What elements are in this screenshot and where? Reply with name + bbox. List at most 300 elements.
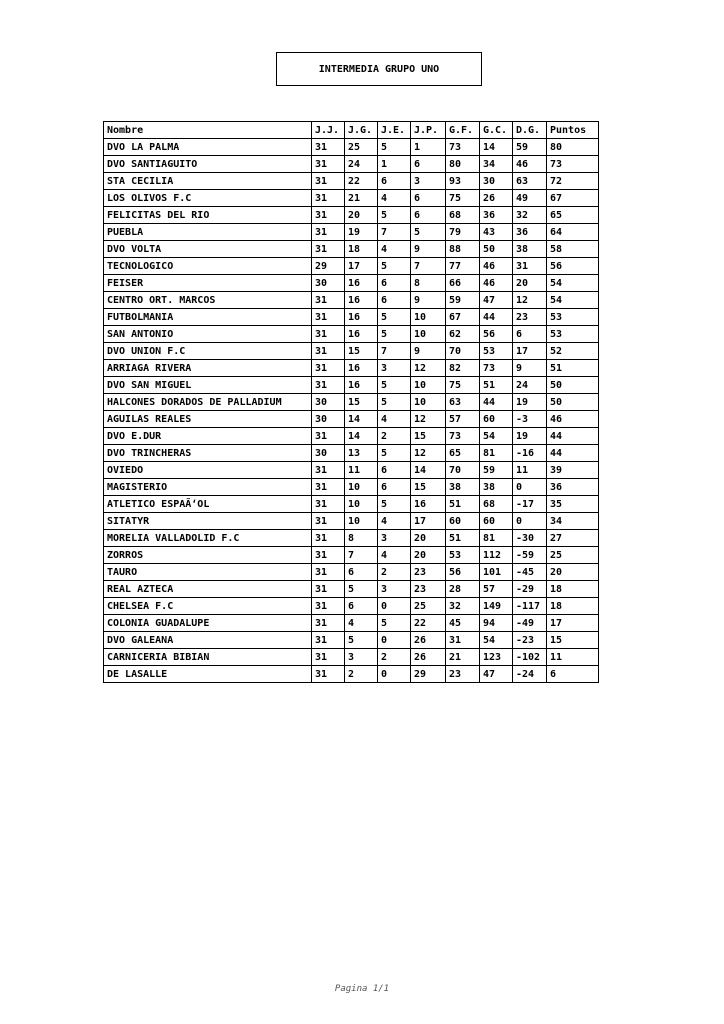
cell-nombre: FELICITAS DEL RIO <box>104 207 312 224</box>
table-row <box>104 190 599 207</box>
table-row <box>104 258 599 275</box>
cell-nombre: DVO TRINCHERAS <box>104 445 312 462</box>
cell-jp: 6 <box>411 207 446 224</box>
cell-dg: 12 <box>513 292 547 309</box>
cell-puntos: 56 <box>547 258 599 275</box>
cell-jj: 31 <box>312 496 345 513</box>
cell-jp: 6 <box>411 156 446 173</box>
cell-jg: 25 <box>345 139 378 156</box>
header-dg: D.G. <box>513 122 547 139</box>
cell-puntos: 36 <box>547 479 599 496</box>
cell-nombre: FEISER <box>104 275 312 292</box>
cell-puntos: 27 <box>547 530 599 547</box>
cell-jg: 2 <box>345 666 378 683</box>
cell-dg: 49 <box>513 190 547 207</box>
cell-jg: 16 <box>345 292 378 309</box>
cell-jp: 26 <box>411 632 446 649</box>
cell-je: 4 <box>378 513 411 530</box>
cell-gf: 79 <box>446 224 480 241</box>
cell-dg: -102 <box>513 649 547 666</box>
table-row <box>104 632 599 649</box>
table-row <box>104 479 599 496</box>
cell-jp: 10 <box>411 394 446 411</box>
cell-dg: 19 <box>513 428 547 445</box>
cell-gf: 60 <box>446 513 480 530</box>
table-row <box>104 326 599 343</box>
cell-dg: -59 <box>513 547 547 564</box>
cell-jj: 31 <box>312 649 345 666</box>
cell-puntos: 35 <box>547 496 599 513</box>
cell-nombre: REAL AZTECA <box>104 581 312 598</box>
cell-jp: 23 <box>411 564 446 581</box>
cell-puntos: 15 <box>547 632 599 649</box>
header-gc: G.C. <box>480 122 513 139</box>
cell-gc: 54 <box>480 428 513 445</box>
cell-nombre: DVO UNION F.C <box>104 343 312 360</box>
cell-jj: 31 <box>312 173 345 190</box>
cell-gc: 30 <box>480 173 513 190</box>
cell-gc: 44 <box>480 309 513 326</box>
cell-gf: 63 <box>446 394 480 411</box>
cell-jj: 31 <box>312 547 345 564</box>
cell-dg: 9 <box>513 360 547 377</box>
cell-je: 3 <box>378 581 411 598</box>
cell-jg: 19 <box>345 224 378 241</box>
table-row <box>104 649 599 666</box>
table-row <box>104 496 599 513</box>
cell-dg: 36 <box>513 224 547 241</box>
cell-puntos: 18 <box>547 581 599 598</box>
cell-je: 1 <box>378 156 411 173</box>
cell-gf: 67 <box>446 309 480 326</box>
cell-jp: 22 <box>411 615 446 632</box>
cell-puntos: 72 <box>547 173 599 190</box>
cell-jj: 30 <box>312 445 345 462</box>
cell-dg: 23 <box>513 309 547 326</box>
cell-jp: 20 <box>411 530 446 547</box>
cell-jj: 30 <box>312 275 345 292</box>
table-header-row <box>104 122 599 139</box>
cell-jp: 10 <box>411 309 446 326</box>
table-row <box>104 275 599 292</box>
cell-puntos: 34 <box>547 513 599 530</box>
cell-nombre: MAGISTERIO <box>104 479 312 496</box>
cell-jp: 9 <box>411 241 446 258</box>
cell-jp: 16 <box>411 496 446 513</box>
cell-gf: 93 <box>446 173 480 190</box>
cell-nombre: DVO LA PALMA <box>104 139 312 156</box>
cell-je: 5 <box>378 258 411 275</box>
cell-jp: 5 <box>411 224 446 241</box>
cell-gc: 68 <box>480 496 513 513</box>
cell-puntos: 58 <box>547 241 599 258</box>
cell-jp: 7 <box>411 258 446 275</box>
cell-puntos: 11 <box>547 649 599 666</box>
cell-puntos: 44 <box>547 445 599 462</box>
cell-gf: 80 <box>446 156 480 173</box>
cell-gf: 56 <box>446 564 480 581</box>
cell-nombre: SITATYR <box>104 513 312 530</box>
cell-jj: 31 <box>312 564 345 581</box>
cell-puntos: 6 <box>547 666 599 683</box>
cell-gf: 70 <box>446 343 480 360</box>
cell-jp: 3 <box>411 173 446 190</box>
cell-gf: 75 <box>446 377 480 394</box>
cell-je: 5 <box>378 377 411 394</box>
cell-nombre: LOS OLIVOS F.C <box>104 190 312 207</box>
table-row <box>104 224 599 241</box>
cell-gf: 21 <box>446 649 480 666</box>
cell-gc: 46 <box>480 258 513 275</box>
cell-jj: 31 <box>312 156 345 173</box>
cell-gc: 81 <box>480 530 513 547</box>
cell-jp: 6 <box>411 190 446 207</box>
table-row <box>104 462 599 479</box>
cell-jp: 8 <box>411 275 446 292</box>
cell-dg: -45 <box>513 564 547 581</box>
cell-jg: 24 <box>345 156 378 173</box>
cell-jp: 17 <box>411 513 446 530</box>
table-row <box>104 139 599 156</box>
table-row <box>104 173 599 190</box>
cell-jg: 20 <box>345 207 378 224</box>
cell-jg: 7 <box>345 547 378 564</box>
cell-puntos: 25 <box>547 547 599 564</box>
cell-dg: 19 <box>513 394 547 411</box>
cell-puntos: 65 <box>547 207 599 224</box>
cell-nombre: ZORROS <box>104 547 312 564</box>
cell-nombre: PUEBLA <box>104 224 312 241</box>
cell-jp: 1 <box>411 139 446 156</box>
cell-je: 0 <box>378 598 411 615</box>
cell-jj: 31 <box>312 139 345 156</box>
header-nombre: Nombre <box>104 122 312 139</box>
header-je: J.E. <box>378 122 411 139</box>
cell-nombre: DVO GALEANA <box>104 632 312 649</box>
cell-gf: 68 <box>446 207 480 224</box>
cell-jg: 15 <box>345 343 378 360</box>
cell-je: 6 <box>378 173 411 190</box>
cell-puntos: 39 <box>547 462 599 479</box>
cell-dg: 0 <box>513 479 547 496</box>
cell-jj: 29 <box>312 258 345 275</box>
cell-gc: 60 <box>480 513 513 530</box>
cell-gf: 51 <box>446 530 480 547</box>
standings-body <box>104 139 599 683</box>
cell-jp: 9 <box>411 343 446 360</box>
cell-je: 5 <box>378 394 411 411</box>
cell-jj: 31 <box>312 581 345 598</box>
cell-puntos: 46 <box>547 411 599 428</box>
header-gf: G.F. <box>446 122 480 139</box>
cell-je: 3 <box>378 360 411 377</box>
cell-gf: 77 <box>446 258 480 275</box>
header-jp: J.P. <box>411 122 446 139</box>
cell-jj: 31 <box>312 513 345 530</box>
cell-jj: 31 <box>312 207 345 224</box>
cell-nombre: ATLETICO ESPAÃ‘OL <box>104 496 312 513</box>
cell-gc: 123 <box>480 649 513 666</box>
table-row <box>104 513 599 530</box>
cell-nombre: CHELSEA F.C <box>104 598 312 615</box>
cell-puntos: 73 <box>547 156 599 173</box>
cell-jg: 5 <box>345 632 378 649</box>
cell-puntos: 54 <box>547 292 599 309</box>
cell-gc: 112 <box>480 547 513 564</box>
cell-jg: 10 <box>345 513 378 530</box>
cell-gf: 65 <box>446 445 480 462</box>
cell-jg: 17 <box>345 258 378 275</box>
cell-nombre: CARNICERIA BIBIAN <box>104 649 312 666</box>
cell-jg: 10 <box>345 496 378 513</box>
cell-puntos: 44 <box>547 428 599 445</box>
cell-je: 5 <box>378 309 411 326</box>
cell-puntos: 20 <box>547 564 599 581</box>
cell-gf: 66 <box>446 275 480 292</box>
cell-nombre: STA CECILIA <box>104 173 312 190</box>
cell-gf: 88 <box>446 241 480 258</box>
table-row <box>104 666 599 683</box>
cell-dg: 17 <box>513 343 547 360</box>
cell-jp: 14 <box>411 462 446 479</box>
cell-jj: 31 <box>312 666 345 683</box>
cell-gf: 59 <box>446 292 480 309</box>
cell-jj: 31 <box>312 428 345 445</box>
cell-dg: 20 <box>513 275 547 292</box>
header-jj: J.J. <box>312 122 345 139</box>
cell-puntos: 67 <box>547 190 599 207</box>
cell-jj: 31 <box>312 190 345 207</box>
cell-jj: 31 <box>312 598 345 615</box>
table-row <box>104 343 599 360</box>
cell-dg: 32 <box>513 207 547 224</box>
cell-gf: 23 <box>446 666 480 683</box>
cell-dg: -23 <box>513 632 547 649</box>
cell-jj: 31 <box>312 530 345 547</box>
cell-gc: 57 <box>480 581 513 598</box>
table-row <box>104 156 599 173</box>
cell-jg: 16 <box>345 377 378 394</box>
cell-je: 4 <box>378 547 411 564</box>
cell-jg: 16 <box>345 360 378 377</box>
cell-je: 5 <box>378 615 411 632</box>
cell-gc: 34 <box>480 156 513 173</box>
cell-dg: 59 <box>513 139 547 156</box>
cell-gc: 43 <box>480 224 513 241</box>
cell-puntos: 52 <box>547 343 599 360</box>
table-row <box>104 547 599 564</box>
table-row <box>104 445 599 462</box>
table-row <box>104 292 599 309</box>
cell-jp: 15 <box>411 479 446 496</box>
cell-jg: 5 <box>345 581 378 598</box>
table-row <box>104 530 599 547</box>
cell-nombre: COLONIA GUADALUPE <box>104 615 312 632</box>
cell-je: 5 <box>378 207 411 224</box>
cell-jj: 31 <box>312 377 345 394</box>
cell-puntos: 18 <box>547 598 599 615</box>
cell-gc: 81 <box>480 445 513 462</box>
cell-gc: 101 <box>480 564 513 581</box>
cell-dg: -49 <box>513 615 547 632</box>
cell-dg: -16 <box>513 445 547 462</box>
cell-je: 5 <box>378 326 411 343</box>
table-row <box>104 428 599 445</box>
cell-je: 6 <box>378 292 411 309</box>
cell-je: 5 <box>378 445 411 462</box>
cell-puntos: 51 <box>547 360 599 377</box>
cell-gc: 38 <box>480 479 513 496</box>
cell-jj: 30 <box>312 394 345 411</box>
table-row <box>104 598 599 615</box>
cell-gf: 53 <box>446 547 480 564</box>
cell-jp: 12 <box>411 360 446 377</box>
cell-gc: 36 <box>480 207 513 224</box>
cell-jp: 23 <box>411 581 446 598</box>
cell-jp: 9 <box>411 292 446 309</box>
cell-jj: 31 <box>312 292 345 309</box>
cell-jj: 30 <box>312 411 345 428</box>
cell-jg: 14 <box>345 411 378 428</box>
cell-jg: 16 <box>345 326 378 343</box>
cell-nombre: CENTRO ORT. MARCOS <box>104 292 312 309</box>
cell-nombre: SAN ANTONIO <box>104 326 312 343</box>
cell-nombre: ARRIAGA RIVERA <box>104 360 312 377</box>
cell-gf: 31 <box>446 632 480 649</box>
cell-je: 6 <box>378 275 411 292</box>
cell-je: 3 <box>378 530 411 547</box>
cell-jg: 21 <box>345 190 378 207</box>
cell-jj: 31 <box>312 241 345 258</box>
page-title-text: INTERMEDIA GRUPO UNO <box>318 63 440 75</box>
cell-jg: 10 <box>345 479 378 496</box>
cell-gf: 51 <box>446 496 480 513</box>
cell-je: 7 <box>378 343 411 360</box>
cell-gc: 51 <box>480 377 513 394</box>
cell-dg: 24 <box>513 377 547 394</box>
cell-jg: 8 <box>345 530 378 547</box>
cell-gc: 94 <box>480 615 513 632</box>
cell-je: 5 <box>378 139 411 156</box>
cell-gc: 59 <box>480 462 513 479</box>
cell-gc: 14 <box>480 139 513 156</box>
cell-dg: 46 <box>513 156 547 173</box>
cell-jg: 15 <box>345 394 378 411</box>
cell-je: 2 <box>378 649 411 666</box>
cell-dg: -117 <box>513 598 547 615</box>
cell-nombre: DVO VOLTA <box>104 241 312 258</box>
cell-puntos: 53 <box>547 326 599 343</box>
cell-jg: 16 <box>345 309 378 326</box>
table-row <box>104 615 599 632</box>
cell-gf: 32 <box>446 598 480 615</box>
cell-nombre: FUTBOLMANIA <box>104 309 312 326</box>
cell-puntos: 17 <box>547 615 599 632</box>
cell-gf: 45 <box>446 615 480 632</box>
cell-dg: 31 <box>513 258 547 275</box>
page-footer <box>0 984 724 994</box>
cell-gf: 70 <box>446 462 480 479</box>
cell-puntos: 64 <box>547 224 599 241</box>
cell-gc: 44 <box>480 394 513 411</box>
cell-jg: 6 <box>345 564 378 581</box>
cell-dg: -29 <box>513 581 547 598</box>
cell-jg: 14 <box>345 428 378 445</box>
cell-jg: 3 <box>345 649 378 666</box>
table-row <box>104 377 599 394</box>
table-row <box>104 411 599 428</box>
cell-je: 4 <box>378 241 411 258</box>
cell-jj: 31 <box>312 479 345 496</box>
cell-puntos: 80 <box>547 139 599 156</box>
cell-je: 7 <box>378 224 411 241</box>
cell-nombre: DE LASALLE <box>104 666 312 683</box>
cell-je: 2 <box>378 564 411 581</box>
cell-nombre: DVO E.DUR <box>104 428 312 445</box>
cell-nombre: OVIEDO <box>104 462 312 479</box>
table-row <box>104 581 599 598</box>
cell-gc: 47 <box>480 666 513 683</box>
cell-gf: 62 <box>446 326 480 343</box>
cell-jp: 15 <box>411 428 446 445</box>
cell-je: 6 <box>378 479 411 496</box>
cell-gc: 56 <box>480 326 513 343</box>
cell-je: 4 <box>378 411 411 428</box>
page-title <box>276 52 482 86</box>
cell-gf: 28 <box>446 581 480 598</box>
cell-dg: 6 <box>513 326 547 343</box>
cell-jg: 4 <box>345 615 378 632</box>
page-number: Pagina 1/1 <box>334 984 390 994</box>
table-row <box>104 241 599 258</box>
cell-je: 0 <box>378 666 411 683</box>
cell-gf: 38 <box>446 479 480 496</box>
standings-table <box>103 121 599 683</box>
cell-je: 0 <box>378 632 411 649</box>
cell-je: 2 <box>378 428 411 445</box>
table-row <box>104 564 599 581</box>
table-row <box>104 309 599 326</box>
cell-puntos: 54 <box>547 275 599 292</box>
cell-jj: 31 <box>312 462 345 479</box>
cell-jj: 31 <box>312 360 345 377</box>
cell-puntos: 53 <box>547 309 599 326</box>
cell-jg: 22 <box>345 173 378 190</box>
cell-dg: 11 <box>513 462 547 479</box>
cell-jg: 6 <box>345 598 378 615</box>
cell-gc: 50 <box>480 241 513 258</box>
cell-dg: -30 <box>513 530 547 547</box>
cell-jp: 10 <box>411 326 446 343</box>
cell-gc: 60 <box>480 411 513 428</box>
cell-jj: 31 <box>312 632 345 649</box>
cell-jj: 31 <box>312 224 345 241</box>
cell-jp: 12 <box>411 445 446 462</box>
cell-gf: 82 <box>446 360 480 377</box>
cell-dg: -3 <box>513 411 547 428</box>
cell-nombre: DVO SANTIAGUITO <box>104 156 312 173</box>
cell-puntos: 50 <box>547 394 599 411</box>
cell-jg: 18 <box>345 241 378 258</box>
cell-puntos: 50 <box>547 377 599 394</box>
cell-je: 5 <box>378 496 411 513</box>
cell-gc: 53 <box>480 343 513 360</box>
cell-je: 4 <box>378 190 411 207</box>
cell-nombre: TECNOLOGICO <box>104 258 312 275</box>
cell-jj: 31 <box>312 326 345 343</box>
cell-jj: 31 <box>312 309 345 326</box>
header-puntos: Puntos <box>547 122 599 139</box>
